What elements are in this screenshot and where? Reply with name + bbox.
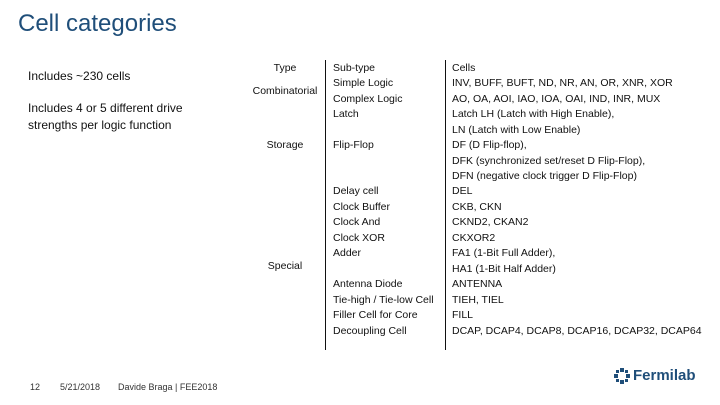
type-special: Special <box>267 260 303 272</box>
page-number: 12 <box>30 382 41 392</box>
footer-date: 5/21/2018 <box>60 382 101 392</box>
row-cells: FILL <box>452 309 474 321</box>
row-cells: CKND2, CKAN2 <box>452 216 529 228</box>
row-cells: INV, BUFF, BUFT, ND, NR, AN, OR, XNR, XOR <box>452 77 673 89</box>
row-cells: DCAP, DCAP4, DCAP8, DCAP16, DCAP32, DCAP64 <box>452 325 702 337</box>
cell-categories-table <box>245 60 702 350</box>
row-cells: ANTENNA <box>452 278 503 290</box>
subtype-divider <box>445 60 446 350</box>
row-subtype: Tie-high / Tie-low Cell <box>333 294 434 306</box>
row-subtype: Filler Cell for Core <box>333 309 418 321</box>
row-cells: DF (D Flip-flop), <box>452 139 527 151</box>
type-divider <box>325 60 326 350</box>
type-storage: Storage <box>266 139 304 151</box>
fermilab-logo-text: Fermilab <box>633 367 696 384</box>
row-cells: HA1 (1-Bit Half Adder) <box>452 263 556 275</box>
fermilab-logo <box>614 367 696 384</box>
row-cells: Latch LH (Latch with High Enable), <box>452 108 615 120</box>
row-subtype: Clock Buffer <box>333 201 390 213</box>
type-combinatorial: Combinatorial <box>252 85 318 97</box>
row-subtype: Complex Logic <box>333 93 403 105</box>
row-subtype: Simple Logic <box>333 77 394 89</box>
row-subtype: Delay cell <box>333 185 379 197</box>
fermilab-logo-icon <box>614 368 630 384</box>
header-type: Type <box>273 62 297 74</box>
row-cells: DEL <box>452 185 473 197</box>
header-subtype: Sub-type <box>333 62 376 74</box>
row-subtype: Antenna Diode <box>333 278 403 290</box>
row-cells: LN (Latch with Low Enable) <box>452 124 581 136</box>
row-cells: DFN (negative clock trigger D Flip-Flop) <box>452 170 637 182</box>
row-subtype: Flip-Flop <box>333 139 374 151</box>
row-cells: CKB, CKN <box>452 201 502 213</box>
row-subtype: Decoupling Cell <box>333 325 407 337</box>
row-cells: DFK (synchronized set/reset D Flip-Flop), <box>452 155 646 167</box>
row-subtype: Clock And <box>333 216 381 228</box>
row-subtype: Adder <box>333 247 362 259</box>
row-subtype: Latch <box>333 108 359 120</box>
row-cells: TIEH, TIEL <box>452 294 504 306</box>
drive-strength-note: Includes 4 or 5 different drive strengths per logic function <box>28 101 183 132</box>
footer-author: Davide Braga | FEE2018 <box>118 382 218 392</box>
row-cells: CKXOR2 <box>452 232 496 244</box>
cell-count-note: Includes ~230 cells <box>28 69 131 83</box>
row-cells: AO, OA, AOI, IAO, IOA, OAI, IND, INR, MUX <box>452 93 661 105</box>
row-subtype: Clock XOR <box>333 232 385 244</box>
slide-title: Cell categories <box>18 10 177 37</box>
row-cells: FA1 (1-Bit Full Adder), <box>452 247 556 259</box>
header-cells: Cells <box>452 62 476 74</box>
